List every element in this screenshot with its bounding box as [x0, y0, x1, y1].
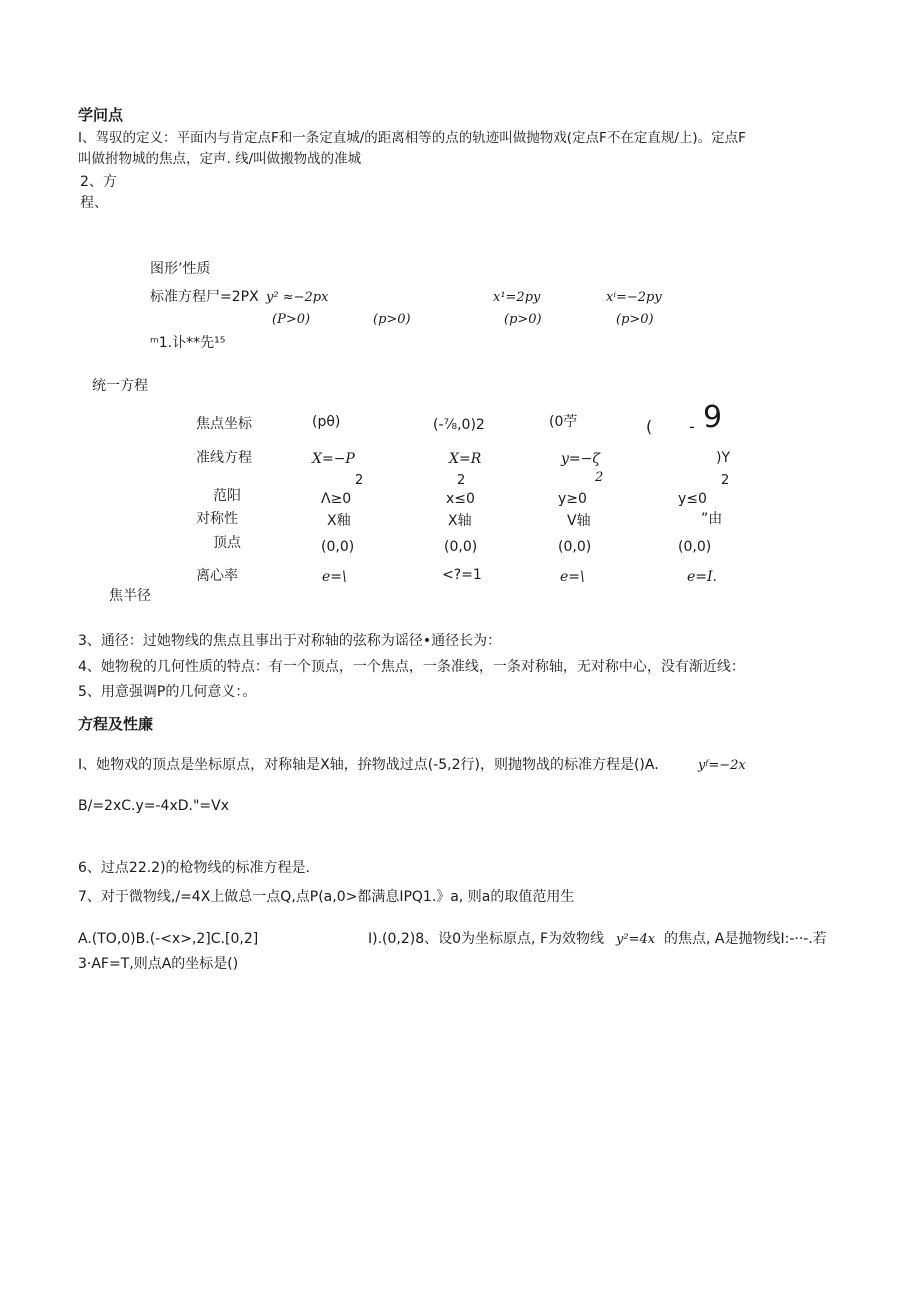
vertex-value-3: (0,0) — [558, 539, 592, 555]
focus-value-4c: 9 — [703, 400, 723, 435]
item-2-label-a: 2、方 — [80, 174, 117, 190]
directrix-sub-4: 2 — [721, 473, 730, 488]
range-label: 范阳 — [213, 488, 241, 504]
unified-equation-label: 统一方程 — [92, 378, 148, 394]
eccentricity-value-4: e=I. — [687, 569, 717, 585]
question-6: 6、过点22.2)的枪物线的标准方程是. — [78, 860, 310, 876]
directrix-sub-3: 2 — [595, 470, 604, 485]
standard-equation-3: x¹=2py — [493, 290, 541, 305]
focus-value-1: (pθ) — [312, 414, 341, 430]
symmetry-value-2: X轴 — [448, 513, 472, 529]
focus-value-2: (-⅞,0)2 — [433, 417, 485, 433]
focus-value-4a: ( — [646, 417, 653, 436]
directrix-value-3: y=−ζ — [561, 451, 600, 467]
vertex-value-1: (0,0) — [321, 539, 355, 555]
question-7-options: A.(TO,0)B.(-<x>,2]C.[0,2] — [78, 931, 259, 947]
vertex-value-2: (0,0) — [444, 539, 478, 555]
symmetry-value-1: X釉 — [327, 513, 351, 529]
directrix-value-1: X=−P — [312, 451, 355, 467]
misc-line: ᵐ1.讣**先¹⁵ — [150, 335, 226, 351]
item-3: 3、通径：过她物线的焦点且事出于对称轴的弦称为谣径•通径长为： — [78, 633, 502, 649]
question-8-formula: y²=4x — [616, 932, 656, 947]
directrix-value-4: )Y — [716, 450, 731, 466]
question-1-formula: yᶠ=−2x — [698, 758, 746, 773]
symmetry-value-4: ”由 — [701, 511, 723, 527]
item-4: 4、她物稅的几何性质的特点：有一个顶点，一个焦点，一条准线，一条对称轴，无对称中心，没有渐近线： — [78, 659, 745, 675]
range-value-2: x≤0 — [446, 491, 475, 507]
directrix-value-2: X=R — [449, 451, 482, 467]
p-condition-2: (p>0) — [373, 312, 411, 327]
range-value-4: y≤0 — [678, 491, 707, 507]
question-1-options: B/=2xC.y=-4xD."=Vx — [78, 798, 229, 814]
directrix-label: 准线方程 — [196, 450, 252, 466]
range-value-1: Λ≥0 — [321, 491, 352, 507]
vertex-value-4: (0,0) — [678, 539, 712, 555]
symmetry-label: 对称性 — [196, 511, 238, 527]
item-2-label-b: 程、 — [80, 195, 108, 211]
section-heading-equations: 方程及性廉 — [78, 715, 154, 733]
focus-label: 焦点坐标 — [196, 416, 252, 432]
focus-value-4b: - — [689, 417, 695, 436]
p-condition-3: (p>0) — [504, 312, 542, 327]
symmetry-value-3: V轴 — [567, 513, 591, 529]
question-8-text-pre: I).(0,2)8、设0为坐标原点, F为效物线 — [368, 931, 604, 947]
definition-line-1: I、驾驭的定义：平面内与肯定点F和一条定直城/的距离相等的点的轨迹叫做抛物戏(定点F不在定直规/上)。定点F — [78, 130, 746, 146]
focus-value-3: (0苧 — [549, 414, 578, 430]
directrix-sub-2: 2 — [457, 473, 466, 488]
question-8-text-post: 的焦点, A是抛物线I:-··-.若 — [664, 931, 827, 947]
item-5: 5、用意强调P的几何意义：。 — [78, 684, 257, 700]
eccentricity-value-1: e=\ — [322, 569, 347, 585]
standard-equation-2: y² ≈−2px — [266, 290, 329, 305]
p-condition-1: (P>0) — [272, 312, 311, 327]
question-1-text: I、她物戏的顶点是坐标原点，对称轴是X轴，拚物战过点(-5,2行)，则抛物战的标准方程是()A. — [78, 757, 659, 773]
vertex-label: 顶点 — [213, 535, 241, 551]
graph-property-label: 图形’性质 — [150, 261, 211, 277]
standard-equation-label: 标准方程尸=2PX — [150, 289, 259, 305]
standard-equation-4: xⁱ=−2py — [606, 290, 662, 305]
focal-radius-label: 焦半径 — [109, 588, 151, 604]
definition-line-2: 叫做拊物城的焦点，定声. 线/叫做搬物战的准城 — [78, 151, 362, 167]
eccentricity-label: 离心率 — [196, 568, 238, 584]
question-7: 7、对于微物线,/=4X上做总一点Q,点P(a,0>都满息IPQ1.》a, 则a的取值范用生 — [78, 889, 575, 905]
range-value-3: y≥0 — [558, 491, 587, 507]
section-heading-knowledge: 学问点 — [78, 106, 124, 124]
p-condition-4: (p>0) — [616, 312, 654, 327]
directrix-sub-1: 2 — [355, 473, 364, 488]
question-8-line-2: 3·AF=T,则点A的坐标是() — [78, 956, 239, 972]
eccentricity-value-3: e=\ — [560, 569, 585, 585]
eccentricity-value-2: <?=1 — [442, 567, 482, 583]
